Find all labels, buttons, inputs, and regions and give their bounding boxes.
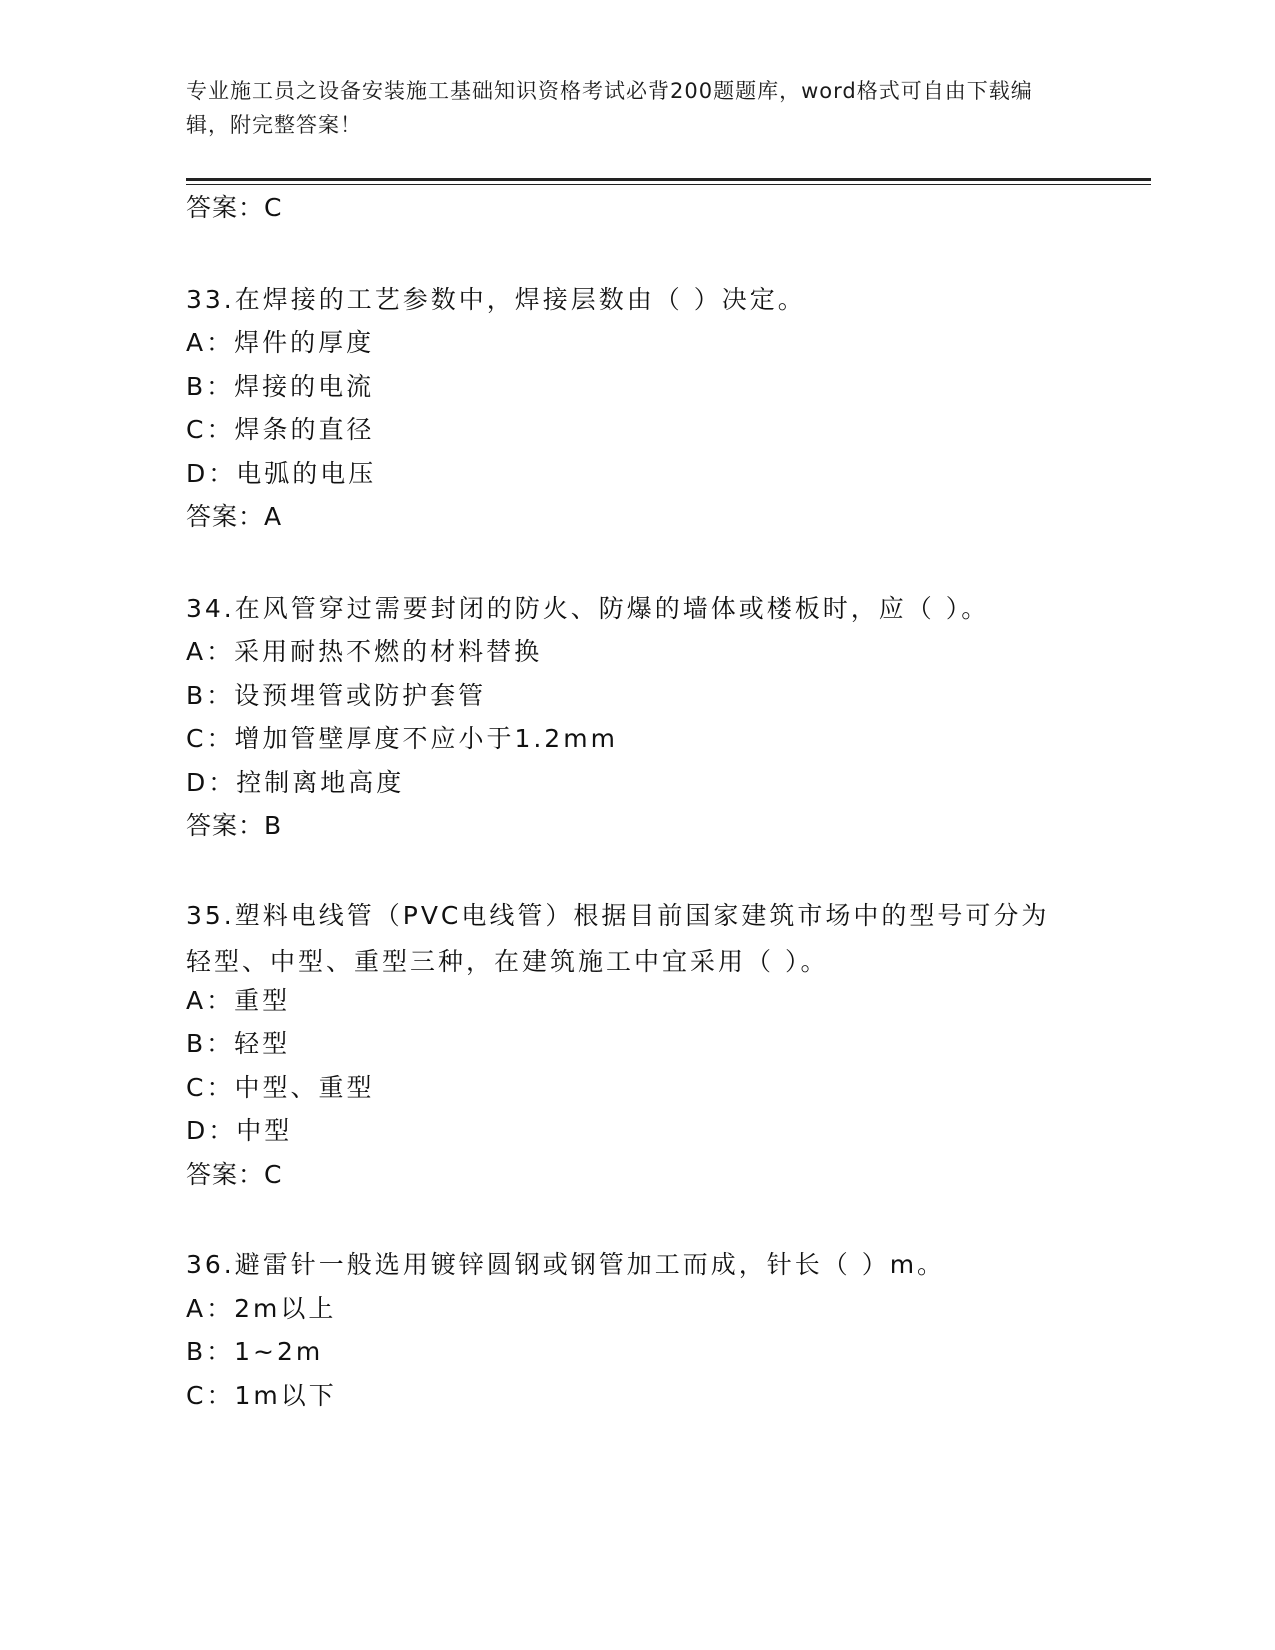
question-36-option-c: C：1m以下 xyxy=(186,1381,337,1410)
header-divider-thick xyxy=(186,178,1151,181)
question-34-option-d: D：控制离地高度 xyxy=(186,768,405,797)
question-35-option-c: C：中型、重型 xyxy=(186,1073,375,1102)
question-35-option-a: A：重型 xyxy=(186,986,291,1015)
question-33-stem: 33.在焊接的工艺参数中，焊接层数由（ ）决定。 xyxy=(186,285,806,314)
question-34-stem: 34.在风管穿过需要封闭的防火、防爆的墙体或楼板时，应（ ）。 xyxy=(186,594,990,623)
answer-33: 答案：A xyxy=(186,502,283,531)
question-35-option-b: B：轻型 xyxy=(186,1029,291,1058)
answer-34: 答案：B xyxy=(186,811,283,840)
answer-32: 答案：C xyxy=(186,193,283,222)
question-33-option-a: A：焊件的厚度 xyxy=(186,328,375,357)
question-34-option-c: C：增加管壁厚度不应小于1.2mm xyxy=(186,724,618,753)
question-33-option-c: C：焊条的直径 xyxy=(186,415,375,444)
question-36-option-a: A：2m以上 xyxy=(186,1294,337,1323)
question-35-stem: 35.塑料电线管（PVC电线管）根据目前国家建筑市场中的型号可分为轻型、中型、重型三种，在建筑施工中宜采用（ ）。 xyxy=(186,901,1050,976)
question-36-option-b: B：1~2m xyxy=(186,1337,324,1366)
question-35-option-d: D：中型 xyxy=(186,1116,293,1145)
question-34-option-b: B：设预埋管或防护套管 xyxy=(186,681,487,710)
question-34-option-a: A：采用耐热不燃的材料替换 xyxy=(186,637,543,666)
header-divider-thin xyxy=(186,184,1151,185)
page-header: 专业施工员之设备安装施工基础知识资格考试必背200题题库，word格式可自由下载编辑，附完整答案！ xyxy=(186,79,1033,137)
question-33-option-b: B：焊接的电流 xyxy=(186,372,375,401)
question-36-stem: 36.避雷针一般选用镀锌圆钢或钢管加工而成，针长（ ）m。 xyxy=(186,1250,946,1279)
question-33-option-d: D：电弧的电压 xyxy=(186,459,377,488)
answer-35: 答案：C xyxy=(186,1160,283,1189)
